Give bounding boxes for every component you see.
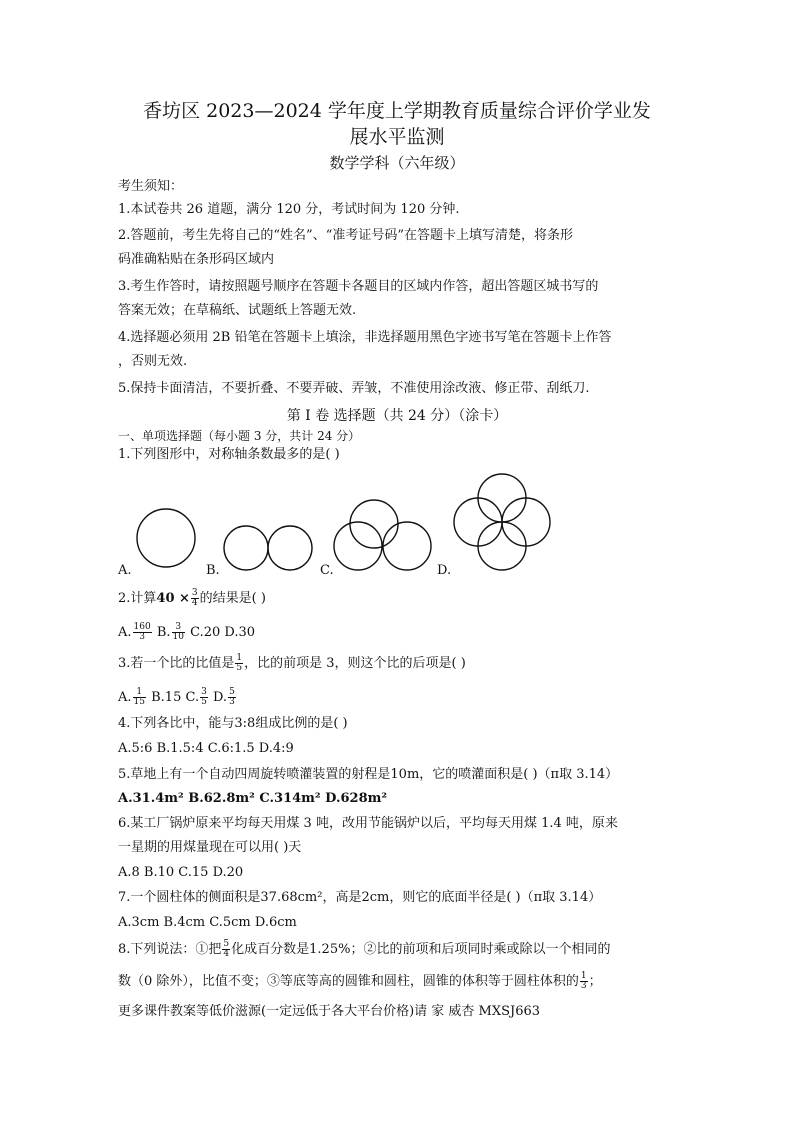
- q8-fraction-a-den: 4: [223, 949, 230, 959]
- exam-subtitle: 数学学科（六年级）: [329, 154, 465, 172]
- section-title: 第 I 卷 选择题（共 24 分）（涂卡）: [286, 408, 508, 424]
- q8-stem-b-pre: 数（0 除外），比值不变；③等底等高的圆锥和圆柱，圆锥的体积等于圆柱体积的: [118, 974, 579, 989]
- q2-option-a-den: 3: [139, 632, 145, 642]
- q3-stem: [118, 654, 678, 673]
- q3-option-d-num: 5: [229, 687, 235, 697]
- q1-label-b: B.: [206, 563, 220, 578]
- q1-label-a: A.: [118, 563, 132, 578]
- q3-option-a-fraction: [133, 688, 146, 707]
- q8-stem-a: [118, 940, 678, 959]
- q3-option-d-fraction: [228, 688, 236, 707]
- q7-options: A.3cm B.4cm C.5cm D.6cm: [118, 915, 297, 930]
- q3-option-a-den: 15: [133, 697, 145, 707]
- notice-item-3b: 答案无效；在草稿纸、试题纸上答题无效.: [118, 303, 357, 318]
- q2-option-b-num: 3: [172, 623, 185, 633]
- figure-d-circle-top: [478, 474, 526, 522]
- q2-expression: 40 ×: [156, 591, 190, 606]
- q3-option-a: A.: [118, 690, 132, 705]
- figure-c-circle-left: [334, 522, 382, 570]
- notice-item-2a: 2.答题前，考生先将自己的“姓名”、“准考证号码”在答题卡上填写清楚，将条形: [118, 228, 573, 243]
- q8-stem-a-pre: 8.下列说法：①把: [118, 942, 222, 957]
- q2-option-b-den: 10: [172, 632, 184, 642]
- q2-option-b: B.: [152, 625, 171, 640]
- q6-options: A.8 B.10 C.15 D.20: [118, 865, 244, 880]
- q8-stem-a-post: 化成百分数是1.25%；②比的前项和后项同时乘或除以一个相同的: [231, 942, 611, 957]
- q3-option-c-num: 3: [201, 687, 207, 697]
- q2-stem-pre: 2.计算: [118, 591, 157, 606]
- q2-fraction-den: 4: [191, 598, 198, 608]
- q3-option-d-den: 3: [229, 697, 235, 707]
- exam-title-line2: 展水平监测: [349, 126, 445, 148]
- figure-c-circle-top: [350, 500, 398, 548]
- q3-option-a-num: 1: [133, 688, 146, 698]
- figure-b-circle-left: [224, 526, 268, 570]
- q8-fraction-a-num: 5: [223, 939, 230, 949]
- q2-option-a-num: 160: [133, 622, 151, 632]
- figure-d-circle-left: [454, 498, 502, 546]
- footer-text: 更多课件教案等低价滋源(一定远低于各大平台价格)请 家 威杏 MXSJ663: [118, 1004, 541, 1019]
- figure-a-circle: [137, 509, 195, 567]
- notice-item-4a: 4.选择题必须用 2B 铅笔在答题卡上填涂，非选择题用黑色字迹书写笔在答题卡上作答: [118, 330, 612, 345]
- q4-stem: 4.下列各比中，能与3:8组成比例的是( ): [118, 716, 348, 731]
- q8-fraction-b-num: 1: [580, 971, 587, 981]
- q4-options: A.5:6 B.1.5:4 C.6:1.5 D.4:9: [118, 741, 294, 756]
- q8-fraction-b-den: 3: [580, 981, 587, 991]
- q1-stem: 1.下列图形中，对称轴条数最多的是( ): [118, 447, 340, 462]
- q3-option-b: B.15 C.: [146, 690, 200, 705]
- q3-option-c-den: 5: [201, 697, 207, 707]
- q8-fraction-b: [580, 972, 588, 991]
- q5-options: A.31.4m² B.62.8m² C.314m² D.628m²: [118, 791, 388, 806]
- q2-stem: [118, 589, 678, 608]
- q2-option-a: A.: [118, 625, 132, 640]
- notice-item-2b: 码准确粘贴在条形码区域内: [118, 252, 275, 267]
- notice-item-4b: ，否则无效.: [118, 354, 188, 369]
- q1-figures: [118, 468, 568, 580]
- figure-b-circle-right: [268, 526, 312, 570]
- q3-option-d: D.: [208, 690, 228, 705]
- q3-fraction: [235, 654, 243, 673]
- q2-fraction-num: 3: [191, 588, 198, 598]
- q3-fraction-den: 5: [236, 663, 243, 673]
- q1-label-c: C.: [320, 563, 334, 578]
- q6-stem-b: 一星期的用煤量现在可以用( )天: [118, 840, 302, 855]
- q3-options: [118, 688, 678, 707]
- notice-item-3a: 3.考生作答时，请按照题号顺序在答题卡各题目的区域内作答，超出答题区城书写的: [118, 279, 599, 294]
- q8-stem-b: [118, 972, 678, 991]
- q7-stem: 7.一个圆柱体的侧面积是37.68cm²，高是2cm，则它的底面半径是( )（π取 3.14）: [118, 890, 602, 905]
- q3-fraction-num: 1: [236, 653, 243, 663]
- q2-option-a-fraction: [133, 623, 152, 642]
- q3-stem-pre: 3.若一个比的比值是: [118, 656, 235, 671]
- figure-d-circle-right: [502, 498, 550, 546]
- q3-stem-post: ，比的前项是 3，则这个比的后项是( ): [244, 656, 466, 671]
- q2-stem-post: 的结果是( ): [199, 591, 266, 606]
- q2-option-b-fraction: [172, 623, 185, 642]
- figure-c-circle-right: [383, 522, 431, 570]
- notice-item-5: 5.保持卡面清洁，不要折叠、不要弄破、弄皱，不准使用涂改液、修正带、刮纸刀.: [118, 381, 590, 396]
- q8-stem-b-post: ；: [588, 974, 602, 989]
- q2-fraction: [191, 589, 199, 608]
- notice-item-1: 1.本试卷共 26 道题，满分 120 分，考试时间为 120 分钟.: [118, 202, 460, 217]
- q2-options: [118, 623, 678, 642]
- figure-d-circle-bottom: [478, 522, 526, 570]
- q3-option-c-fraction: [200, 688, 208, 707]
- q6-stem-a: 6.某工厂锅炉原来平均每天用煤 3 吨，改用节能锅炉以后，平均每天用煤 1.4 吨，原来: [118, 816, 618, 831]
- part-heading: 一、单项选择题（每小题 3 分，共计 24 分）: [118, 429, 361, 443]
- q1-label-d: D.: [437, 563, 452, 578]
- exam-title-line1: 香坊区 2023—2024 学年度上学期教育质量综合评价学业发: [143, 100, 651, 122]
- q5-stem: 5.草地上有一个自动四周旋转喷灌装置的射程是10m，它的喷灌面积是( )（π取 3.14）: [118, 767, 619, 782]
- q2-option-rest: C.20 D.30: [186, 625, 256, 640]
- q8-fraction-a: [222, 940, 230, 959]
- notice-heading: 考生须知：: [118, 179, 184, 194]
